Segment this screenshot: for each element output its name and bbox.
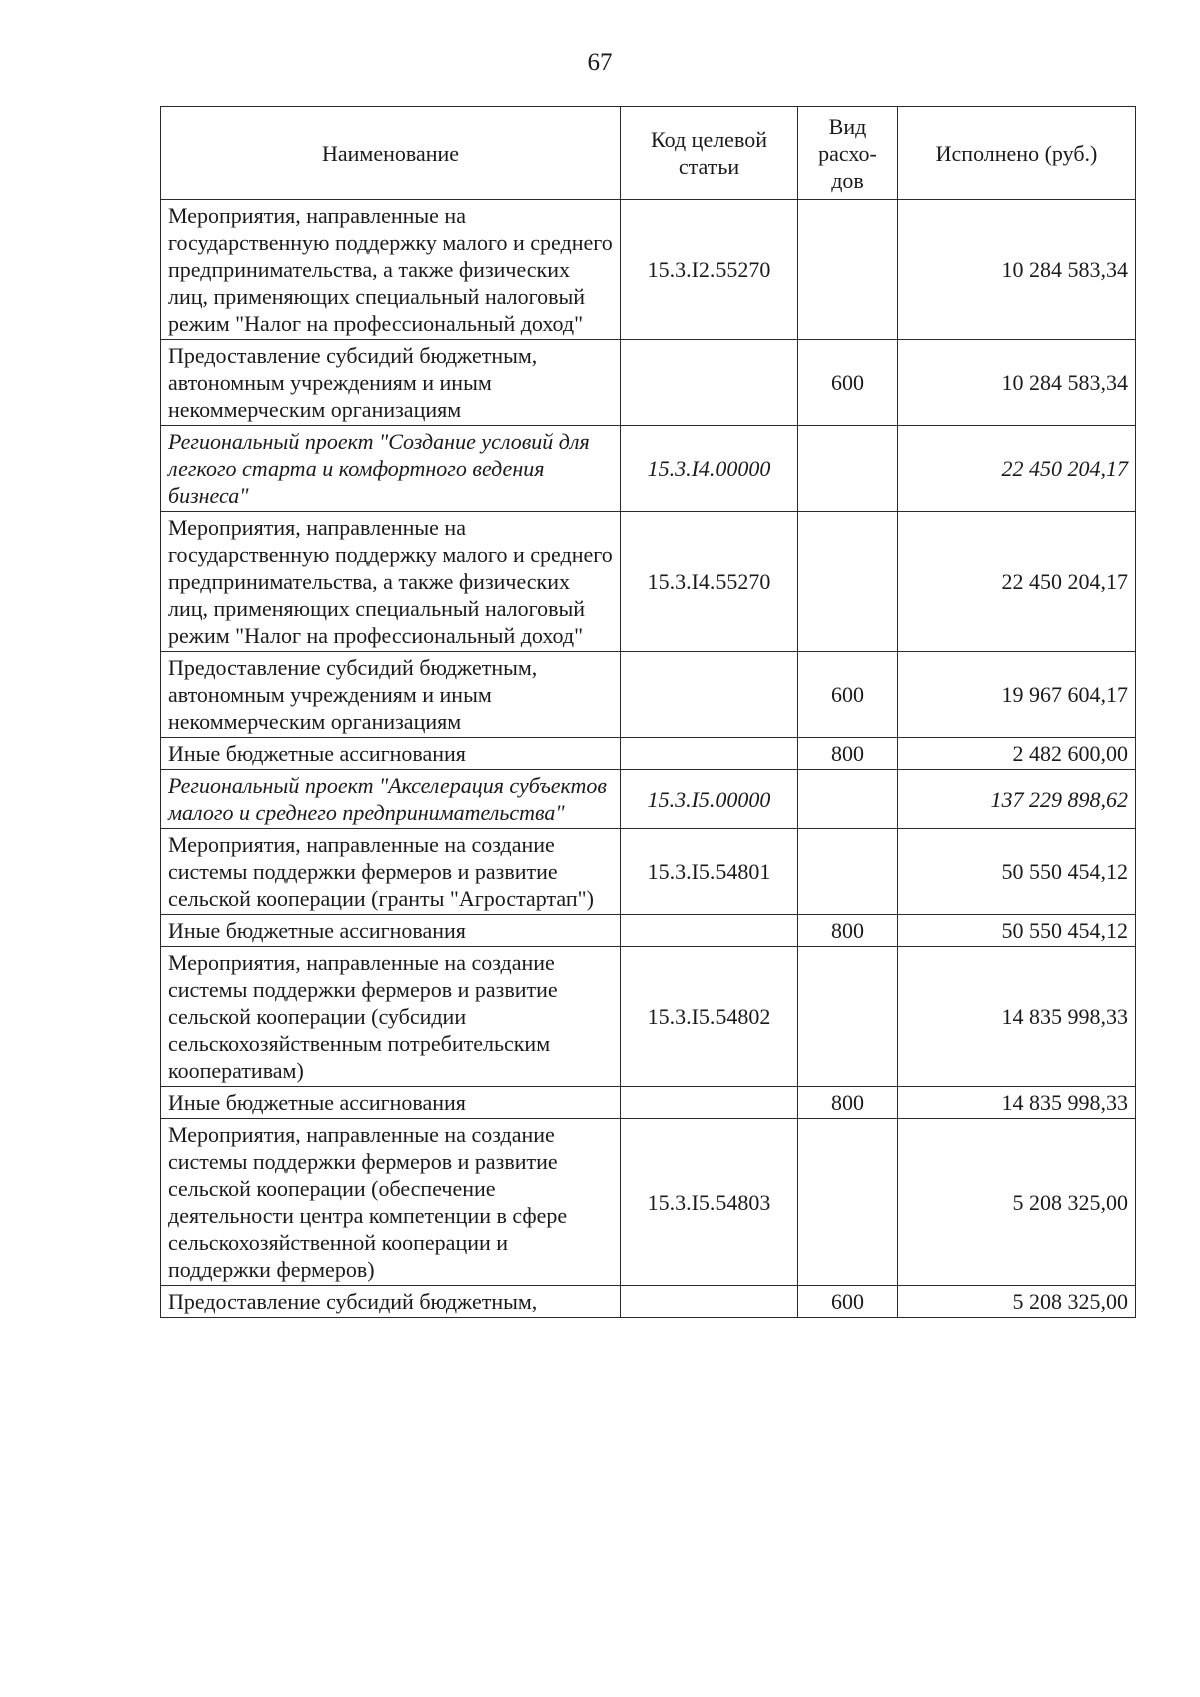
cell-name: Региональный проект "Акселерация субъектов малого и среднего предпринимательства": [161, 770, 621, 829]
cell-name: Иные бюджетные ассигнования: [161, 915, 621, 947]
cell-kind: 600: [798, 652, 898, 738]
cell-amount: 22 450 204,17: [898, 426, 1136, 512]
cell-name: Мероприятия, направленные на создание системы поддержки фермеров и развитие сельской кооперации (гранты "Агростартап"): [161, 829, 621, 915]
cell-kind: 600: [798, 1286, 898, 1318]
table-row: [161, 200, 1136, 340]
budget-execution-table: [160, 106, 1136, 1318]
cell-code: 15.3.I4.55270: [621, 512, 798, 652]
table-row: [161, 738, 1136, 770]
cell-name: Предоставление субсидий бюджетным, автономным учреждениям и иным некоммерческим организациям: [161, 652, 621, 738]
cell-amount: 10 284 583,34: [898, 340, 1136, 426]
table-row: [161, 1087, 1136, 1119]
cell-code: [621, 1087, 798, 1119]
cell-name: Иные бюджетные ассигнования: [161, 738, 621, 770]
cell-code: 15.3.I5.54801: [621, 829, 798, 915]
table-row: [161, 1286, 1136, 1318]
cell-code: 15.3.I5.54803: [621, 1119, 798, 1286]
cell-kind: [798, 1119, 898, 1286]
header-code: Код целевой статьи: [621, 107, 798, 200]
table-row: [161, 1119, 1136, 1286]
table-row: [161, 652, 1136, 738]
cell-amount: 2 482 600,00: [898, 738, 1136, 770]
cell-name: Иные бюджетные ассигнования: [161, 1087, 621, 1119]
cell-amount: 19 967 604,17: [898, 652, 1136, 738]
cell-amount: 50 550 454,12: [898, 829, 1136, 915]
cell-code: [621, 915, 798, 947]
table-row: [161, 340, 1136, 426]
cell-name: Мероприятия, направленные на создание системы поддержки фермеров и развитие сельской кооперации (обеспечение деятельности центра компетенции в сфере сельскохозяйственной кооперации и поддержки фермеров): [161, 1119, 621, 1286]
cell-code: 15.3.I5.00000: [621, 770, 798, 829]
cell-kind: 800: [798, 1087, 898, 1119]
cell-amount: 5 208 325,00: [898, 1286, 1136, 1318]
cell-kind: [798, 829, 898, 915]
header-name: Наименование: [161, 107, 621, 200]
cell-code: 15.3.I2.55270: [621, 200, 798, 340]
table-row: [161, 947, 1136, 1087]
page-number: 67: [587, 49, 613, 76]
cell-kind: [798, 947, 898, 1087]
cell-kind: [798, 200, 898, 340]
cell-code: [621, 340, 798, 426]
cell-amount: 50 550 454,12: [898, 915, 1136, 947]
table-header-row: [161, 107, 1136, 200]
cell-code: [621, 652, 798, 738]
cell-amount: 14 835 998,33: [898, 1087, 1136, 1119]
cell-code: [621, 738, 798, 770]
cell-name: Предоставление субсидий бюджетным, автономным учреждениям и иным некоммерческим организациям: [161, 340, 621, 426]
cell-kind: 800: [798, 738, 898, 770]
cell-kind: [798, 770, 898, 829]
cell-name: Региональный проект "Создание условий для легкого старта и комфортного ведения бизнеса": [161, 426, 621, 512]
cell-amount: 137 229 898,62: [898, 770, 1136, 829]
cell-amount: 5 208 325,00: [898, 1119, 1136, 1286]
cell-name: Мероприятия, направленные на создание системы поддержки фермеров и развитие сельской кооперации (субсидии сельскохозяйственным потребительским кооперативам): [161, 947, 621, 1087]
cell-amount: 14 835 998,33: [898, 947, 1136, 1087]
table-row: [161, 426, 1136, 512]
cell-name: Мероприятия, направленные на государственную поддержку малого и среднего предпринимательства, а также физических лиц, применяющих специальный налоговый режим "Налог на профессиональный доход": [161, 512, 621, 652]
table-row: [161, 915, 1136, 947]
table-row: [161, 512, 1136, 652]
cell-kind: [798, 426, 898, 512]
header-amount: Исполнено (руб.): [898, 107, 1136, 200]
table-row: [161, 770, 1136, 829]
cell-kind: 600: [798, 340, 898, 426]
table-row: [161, 829, 1136, 915]
cell-kind: 800: [798, 915, 898, 947]
cell-code: 15.3.I5.54802: [621, 947, 798, 1087]
cell-code: 15.3.I4.00000: [621, 426, 798, 512]
cell-amount: 10 284 583,34: [898, 200, 1136, 340]
cell-amount: 22 450 204,17: [898, 512, 1136, 652]
header-kind: Вид расхо- дов: [798, 107, 898, 200]
cell-kind: [798, 512, 898, 652]
cell-code: [621, 1286, 798, 1318]
cell-name: Мероприятия, направленные на государственную поддержку малого и среднего предпринимательства, а также физических лиц, применяющих специальный налоговый режим "Налог на профессиональный доход": [161, 200, 621, 340]
cell-name: Предоставление субсидий бюджетным,: [161, 1286, 621, 1318]
